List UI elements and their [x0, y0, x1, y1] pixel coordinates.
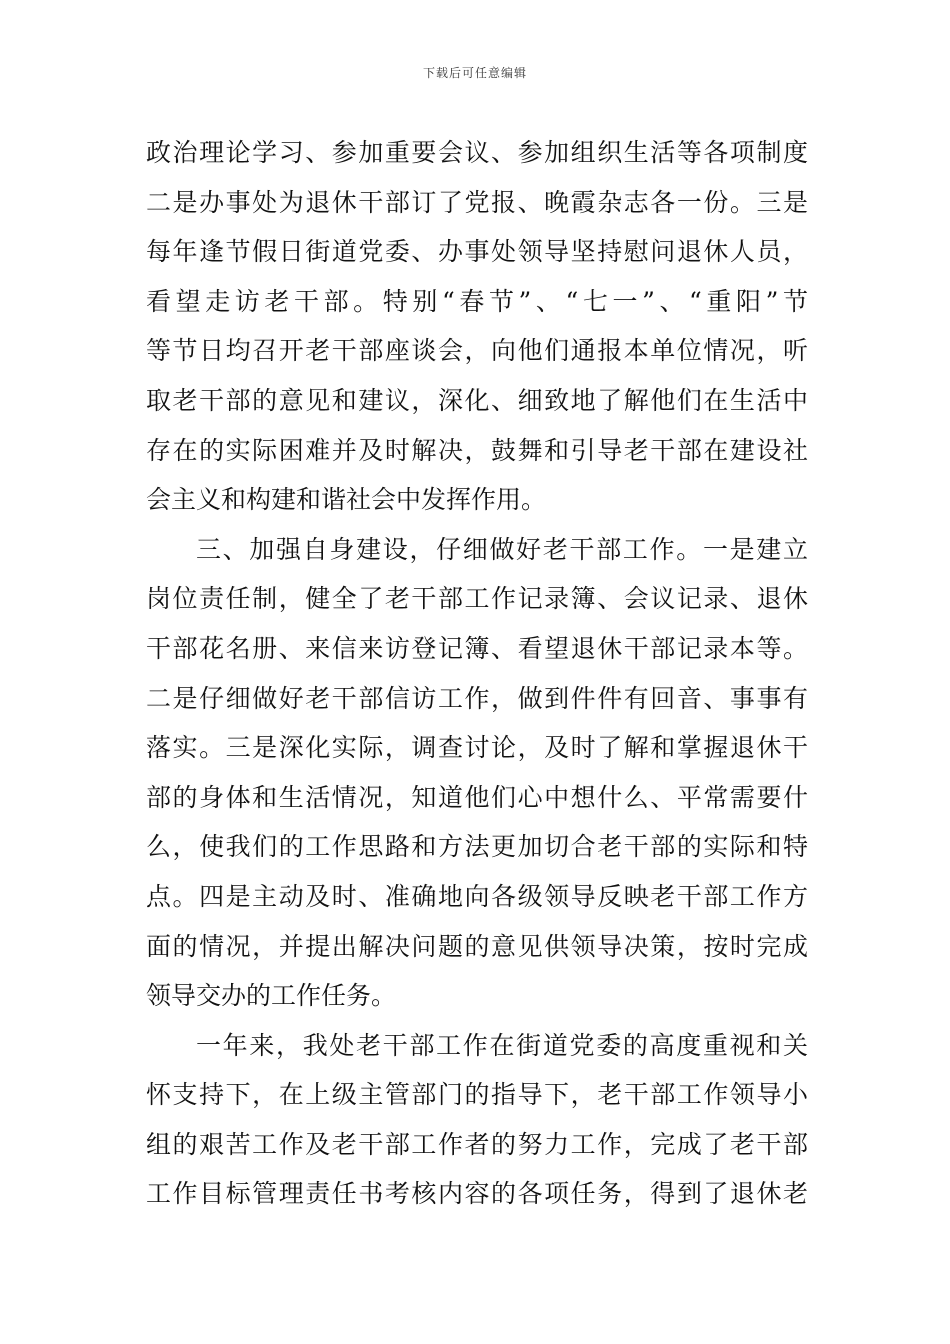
text-line: 怀支持下，在上级主管部门的指导下，老干部工作领导小: [146, 1080, 808, 1110]
text-line: 二是仔细做好老干部信访工作，做到件件有回音、事事有: [146, 683, 808, 713]
text-line: 工作目标管理责任书考核内容的各项任务，得到了退休老: [146, 1179, 808, 1209]
text-line: 取老干部的意见和建议，深化、细致地了解他们在生活中: [146, 385, 808, 415]
text-line: 等节日均召开老干部座谈会，向他们通报本单位情况，听: [146, 336, 808, 366]
text-line: 岗位责任制，健全了老干部工作记录簿、会议记录、退休: [146, 584, 808, 614]
text-line: 政治理论学习、参加重要会议、参加组织生活等各项制度: [146, 138, 808, 167]
text-line: 干部花名册、来信来访登记簿、看望退休干部记录本等。: [146, 633, 808, 663]
text-line: 组的艰苦工作及老干部工作者的努力工作，完成了老干部: [146, 1129, 808, 1159]
text-line: 面的情况，并提出解决问题的意见供领导决策，按时完成: [146, 931, 808, 961]
text-line: 点。四是主动及时、准确地向各级领导反映老干部工作方: [146, 881, 808, 911]
text-line: 部的身体和生活情况，知道他们心中想什么、平常需要什: [146, 782, 808, 812]
paragraph-3: [146, 1021, 808, 1219]
text-line: 会主义和构建和谐社会中发挥作用。: [146, 485, 547, 515]
text-line: 存在的实际困难并及时解决，鼓舞和引导老干部在建设社: [146, 435, 808, 465]
text-line: 一年来，我处老干部工作在街道党委的高度重视和关: [196, 1030, 808, 1060]
text-line: 每年逢节假日街道党委、办事处领导坚持慰问退休人员，: [146, 237, 808, 267]
text-line: 二是办事处为退休干部订了党报、晚霞杂志各一份。三是: [146, 187, 808, 217]
page-header: 下载后可任意编辑: [422, 66, 527, 80]
text-line: 落实。三是深化实际，调查讨论，及时了解和掌握退休干: [146, 733, 808, 763]
document-body: [146, 128, 808, 1219]
text-line: 么，使我们的工作思路和方法更加切合老干部的实际和特: [146, 832, 808, 862]
text-line: 领导交办的工作任务。: [146, 981, 397, 1011]
text-line: 看望走访老干部。特别“春节”、“七一”、“重阳”节: [146, 286, 808, 316]
text-line: 三、加强自身建设，仔细做好老干部工作。一是建立: [196, 534, 808, 564]
paragraph-2: [146, 525, 808, 1021]
paragraph-1: [146, 128, 808, 525]
